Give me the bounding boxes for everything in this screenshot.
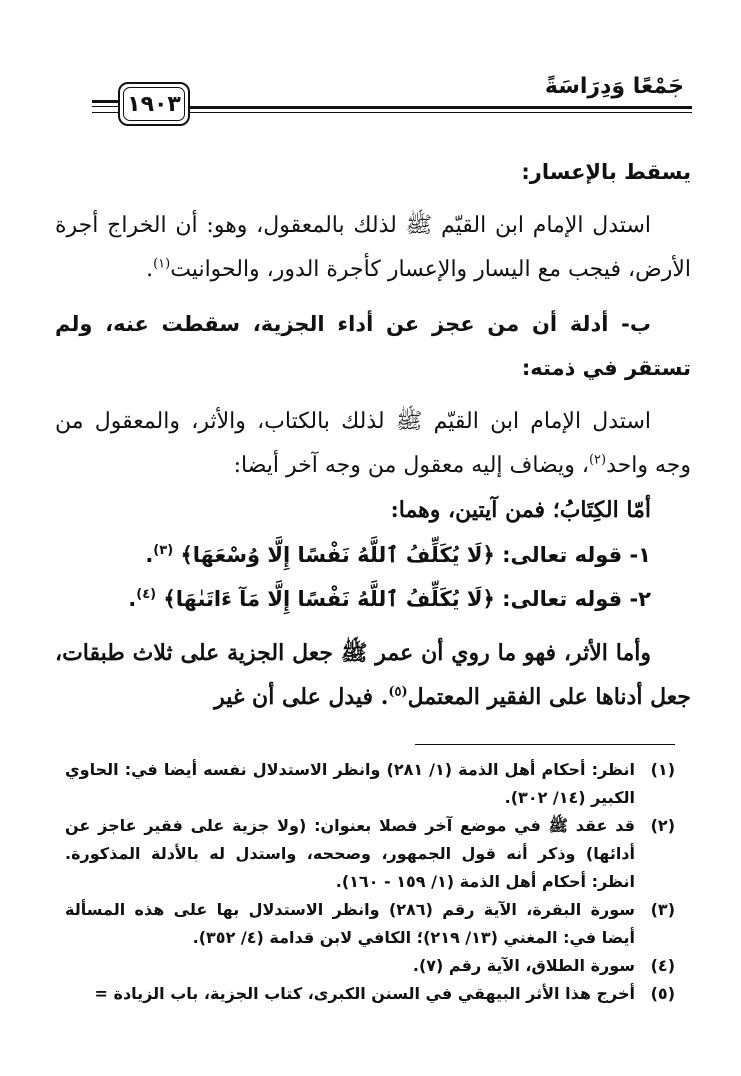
footnote-ref-1: (١) xyxy=(153,256,171,272)
footnote-ref-4: (٤) xyxy=(136,587,157,602)
page-number-text: ١٩٠٣ xyxy=(127,91,181,117)
paragraph-4-bold: وأما الأثر، xyxy=(563,640,651,666)
paragraph-2-text: استدل الإمام ابن القيّم ﷺ لذلك بالكتاب، والأثر، والمعقول من وجه واحد xyxy=(55,409,691,478)
footnote-text: سورة الطلاق، الآية رقم (٧). xyxy=(412,956,635,975)
paragraph-1-text: استدل الإمام ابن القيّم ﷺ لذلك بالمعقول، وهو: أن الخراج أجرة الأرض، فيجب مع اليسار والإعسار كأجرة الدور، والحوانيت xyxy=(55,213,691,282)
paragraph-2 xyxy=(55,400,691,488)
footnote-text: أخرج هذا الأثر البيهقي في السنن الكبرى، كتاب الجزية، باب الزيادة = xyxy=(94,984,635,1003)
paragraph-1 xyxy=(55,204,691,292)
footnote-number: (٣) xyxy=(650,900,675,919)
footnote-ref-5: (٥) xyxy=(388,684,408,700)
footnote xyxy=(65,812,675,896)
footnote-text: قد عقد ﷺ في موضع آخر فصلا بعنوان: (ولا جزية على فقير عاجز عن أدائها) وذكر أنه قول الجمهور، وصححه، واستدل له بالأدلة المذكورة. انظر: أحكام أهل الذمة (١/ ١٥٩ - ١٦٠). xyxy=(65,816,635,891)
footnote-number: (١) xyxy=(650,760,675,779)
list-item-1: ١- قوله تعالى: ﴿لَا يُكَلِّفُ ٱللَّهُ نَفْسًا إِلَّا وُسْعَهَا﴾ $^{(٣)}$. xyxy=(145,543,651,567)
running-title: جَمْعًا وَدِرَاسَةً xyxy=(544,74,684,99)
paragraph-2-end: ، ويضاف إليه معقول من وجه آخر أيضا: xyxy=(233,453,589,478)
paragraph-4-end: . فيدل على أن غير xyxy=(214,684,389,710)
footnote xyxy=(65,896,675,952)
footnote-text: سورة البقرة، الآية رقم (٢٨٦) وانظر الاستدلال بها على هذه المسألة أيضا في: المغني (١٣/ ٢١٩)؛ الكافي لابن قدامة (٤/ ٣٥٢). xyxy=(65,900,636,947)
footnotes xyxy=(65,756,675,1008)
footnote-number: (٥) xyxy=(650,984,675,1003)
footnote-text: انظر: أحكام أهل الذمة (١/ ٢٨١) وانظر الاستدلال نفسه أيضا في: الحاوي الكبير (١٤/ ٣٠٢). xyxy=(65,760,636,807)
footnote xyxy=(65,756,675,812)
header-left-rule xyxy=(92,100,118,103)
main-text xyxy=(55,150,691,719)
paragraph-4-text: فهو ما روي أن عمر ﷺ جعل الجزية على ثلاث طبقات، جعل أدناها على الفقير المعتمل xyxy=(55,640,691,710)
page-number xyxy=(118,82,190,126)
list-item-1-text: ١- قوله تعالى: ﴿لَا يُكَلِّفُ ٱللَّهُ نَفْسًا إِلَّا وُسْعَهَا﴾ xyxy=(180,543,651,567)
paragraph-4 xyxy=(55,631,691,719)
header-rule-thick xyxy=(184,106,692,109)
section-heading-2: ب- أدلة أن من عجز عن أداء الجزية، سقطت عنه، ولم تستقر في ذمته: xyxy=(55,312,691,380)
paragraph-1-end: . xyxy=(146,257,154,282)
footnote-separator xyxy=(415,744,675,745)
footnote-number: (٢) xyxy=(650,816,675,835)
list-item-2: ٢- قوله تعالى: ﴿لَا يُكَلِّفُ ٱللَّهُ نَفْسًا إِلَّا مَآ ءَاتَىٰهَا﴾ $^{(٤)}$. xyxy=(128,587,651,611)
list-item-2-text: ٢- قوله تعالى: ﴿لَا يُكَلِّفُ ٱللَّهُ نَفْسًا إِلَّا مَآ ءَاتَىٰهَا﴾ xyxy=(163,587,651,611)
page-header xyxy=(92,70,692,130)
section-heading-1: يسقط بالإعسار: xyxy=(521,160,691,184)
footnote-number: (٤) xyxy=(650,956,675,975)
paragraph-3-bold: أمّا الكِتَابُ؛ xyxy=(552,497,651,523)
footnote xyxy=(65,980,675,1008)
header-left-rule-thin xyxy=(92,106,118,107)
paragraph-3-text: فمن آيتين، وهما: xyxy=(390,497,553,523)
footnote-ref-3: (٣) xyxy=(153,543,174,558)
paragraph-3 xyxy=(55,488,691,533)
footnote-ref-2: (٢) xyxy=(588,452,607,468)
footnote xyxy=(65,952,675,980)
